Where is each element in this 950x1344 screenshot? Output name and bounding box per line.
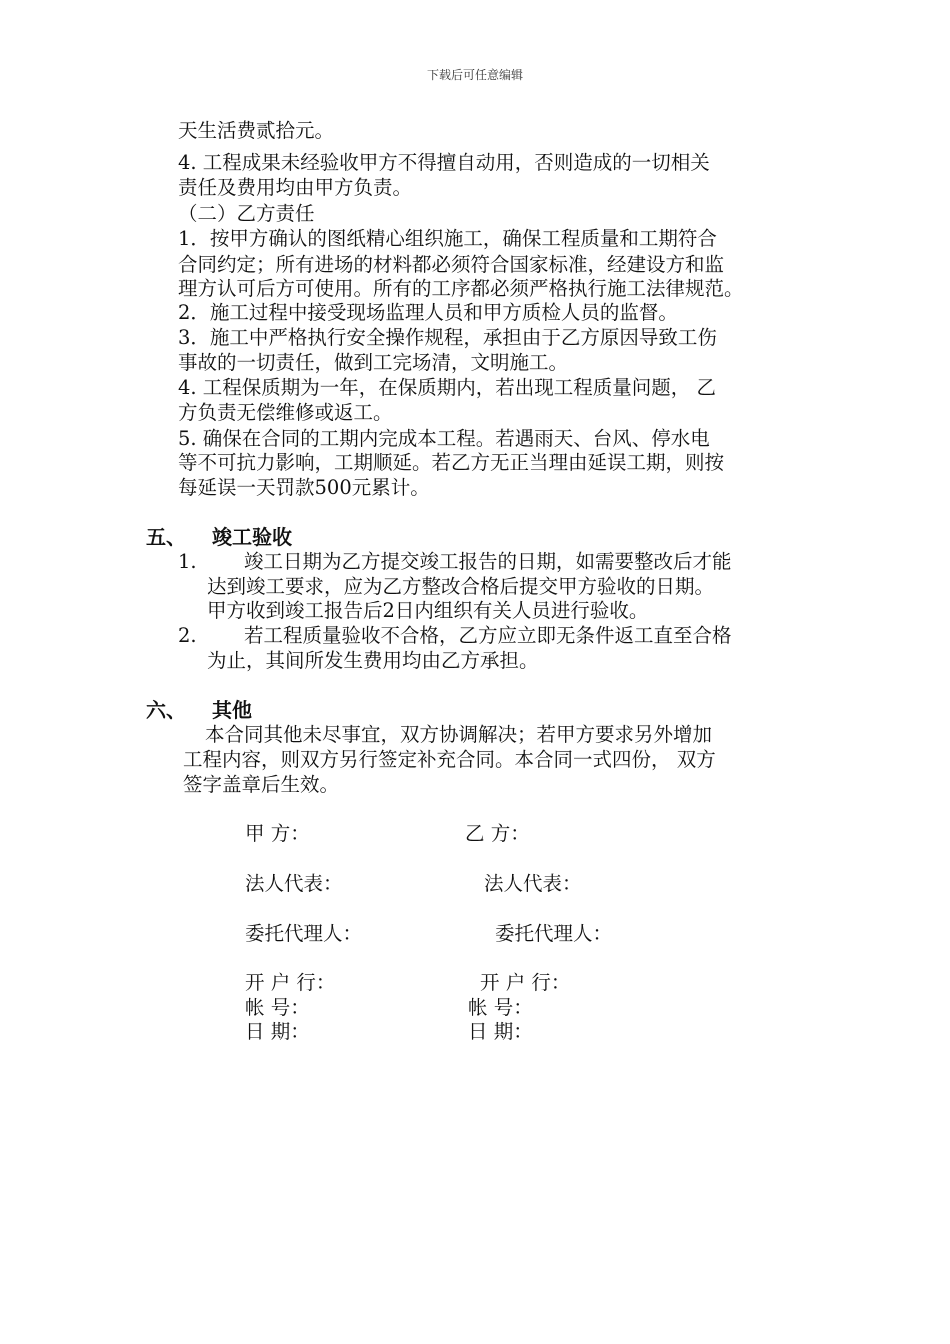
section5-item2-line-2: 为止，其间所发生费用均由乙方承担。 xyxy=(207,649,539,672)
section5-item2-num: 2. xyxy=(178,624,197,647)
party-b-line-2: 合同约定；所有进场的材料都必须符合国家标准，经建设方和监 xyxy=(178,253,725,276)
party-b-line-6: 事故的一切责任，做到工完场清，文明施工。 xyxy=(178,351,569,374)
party-a-line-1: 天生活费贰拾元。 xyxy=(178,119,335,142)
party-b-line-10: 等不可抗力影响，工期顺延。若乙方无正当理由延误工期，则按 xyxy=(178,451,725,474)
section6-line-3: 签字盖章后生效。 xyxy=(183,773,340,796)
date-a-label: 日 期： xyxy=(245,1020,310,1043)
section5-item1-line-1: 竣工日期为乙方提交竣工报告的日期，如需要整改后才能 xyxy=(244,550,732,573)
agent-b-label: 委托代理人： xyxy=(495,922,613,945)
party-b-line-9: 5. 确保在合同的工期内完成本工程。若遇雨天、台风、停水电 xyxy=(178,427,710,450)
legal-rep-b-label: 法人代表： xyxy=(484,872,582,895)
party-a-label: 甲 方： xyxy=(245,822,310,845)
party-a-line-2: 4. 工程成果未经验收甲方不得擅自动用，否则造成的一切相关 xyxy=(178,151,710,174)
party-b-line-4: 2．施工过程中接受现场监理人员和甲方质检人员的监督。 xyxy=(178,301,678,324)
account-a-label: 帐 号： xyxy=(245,996,310,1019)
party-b-title: （二）乙方责任 xyxy=(178,202,315,225)
section5-item2-line-1: 若工程质量验收不合格，乙方应立即无条件返工直至合格 xyxy=(244,624,732,647)
page-header: 下载后可任意编辑 xyxy=(426,68,523,82)
party-b-line-11: 每延误一天罚款500元累计。 xyxy=(178,476,430,499)
section5-item1-line-3: 甲方收到竣工报告后2日内组织有关人员进行验收。 xyxy=(207,599,649,622)
party-b-line-7: 4. 工程保质期为一年，在保质期内，若出现工程质量问题， 乙 xyxy=(178,376,717,399)
party-b-label: 乙 方： xyxy=(465,822,530,845)
section5-item1-num: 1. xyxy=(178,550,197,573)
section6-line-1: 本合同其他未尽事宜，双方协调解决；若甲方要求另外增加 xyxy=(205,723,713,746)
section5-number: 五、 xyxy=(146,525,186,549)
party-a-line-3: 责任及费用均由甲方负责。 xyxy=(178,176,413,199)
account-b-label: 帐 号： xyxy=(468,996,533,1019)
bank-b-label: 开 户 行： xyxy=(480,971,571,994)
party-b-line-5: 3．施工中严格执行安全操作规程，承担由于乙方原因导致工伤 xyxy=(178,326,717,349)
party-b-line-1: 1．按甲方确认的图纸精心组织施工，确保工程质量和工期符合 xyxy=(178,227,717,250)
section6-title: 其他 xyxy=(212,698,252,722)
section5-title: 竣工验收 xyxy=(212,525,292,549)
section6-number: 六、 xyxy=(146,698,186,722)
party-b-line-8: 方负责无偿维修或返工。 xyxy=(178,401,393,424)
party-b-line-3: 理方认可后方可使用。所有的工序都必须严格执行施工法律规范。 xyxy=(178,277,744,300)
section5-item1-line-2: 达到竣工要求，应为乙方整改合格后提交甲方验收的日期。 xyxy=(207,575,715,598)
bank-a-label: 开 户 行： xyxy=(245,971,336,994)
legal-rep-a-label: 法人代表： xyxy=(245,872,343,895)
agent-a-label: 委托代理人： xyxy=(245,922,363,945)
section6-line-2: 工程内容，则双方另行签定补充合同。本合同一式四份， 双方 xyxy=(183,748,716,771)
date-b-label: 日 期： xyxy=(468,1020,533,1043)
